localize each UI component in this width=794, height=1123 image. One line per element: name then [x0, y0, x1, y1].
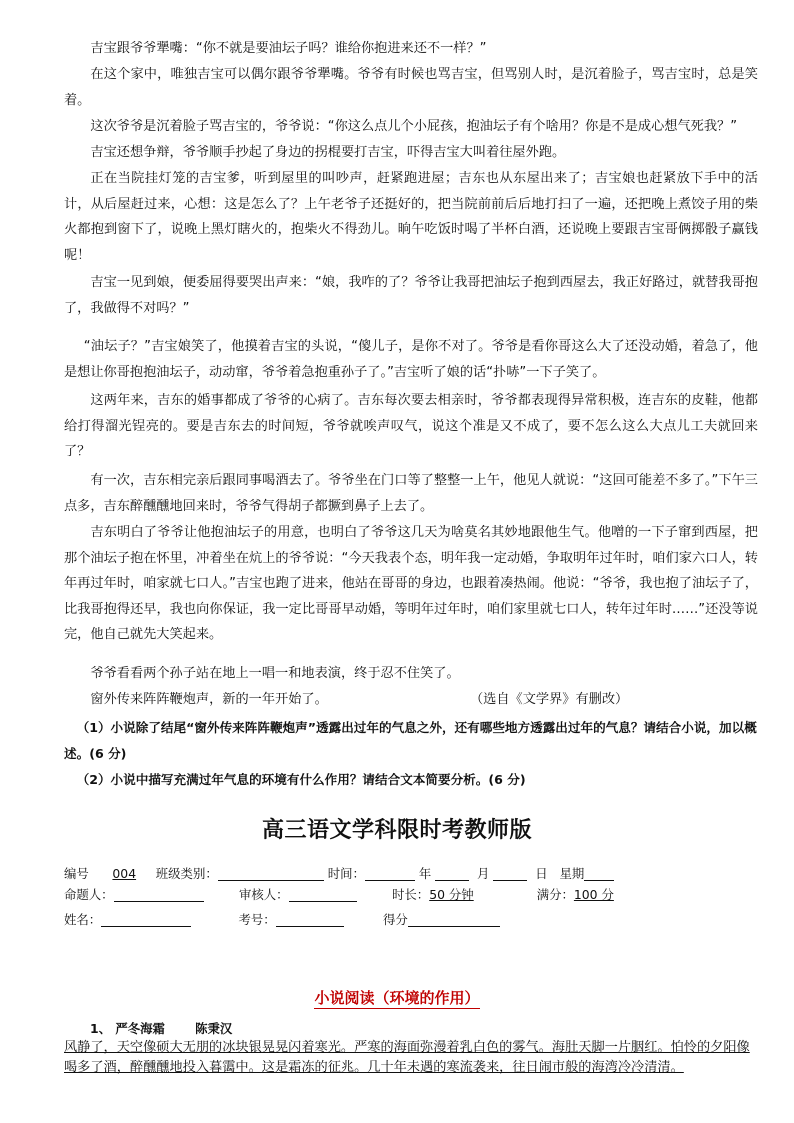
item-author: 陈秉汉 [195, 1021, 233, 1036]
number-label: 编号 [64, 866, 89, 881]
day-blank[interactable] [493, 865, 527, 881]
story-paragraph: 正在当院挂灯笼的吉宝爹，听到屋里的叫吵声，赶紧跑进屋；吉东也从东屋出来了；吉宝娘也赶紧放下手中的活计，从后屋赶过来，心想：这是怎么了？上午老爷子还挺好的，把当院前前后后地打扫了一遍，还把晚上煮饺子用的柴火都抱到窗下了，说晚上黑灯瞎火的，抱柴火不得劲儿。晌午吃饭时喝了半杯白酒，还说晚上要跟吉宝哥俩掷骰子赢钱呢！ [64, 171, 758, 263]
reviewer-label: 审核人： [239, 887, 289, 902]
author-blank[interactable] [114, 886, 204, 902]
score-value: 100 分 [573, 887, 614, 902]
story-paragraph: “油坛子？”吉宝娘笑了，他摸着吉宝的头说，“傻儿子，是你不对了。爷爷是看你哥这么大了还没动婚，着急了，他是想让你哥抱抱油坛子，动动窜，爷爷着急抱重孙子了。”吉宝听了娘的话“扑哧”一下子笑了。 [64, 339, 758, 380]
exam-info-row-3 [64, 910, 500, 930]
time-label: 时间： [327, 866, 365, 881]
story-paragraph: 在这个家中，唯独吉宝可以偶尔跟爷爷犟嘴。爷爷有时候也骂吉宝，但骂别人时，是沉着脸子，骂吉宝时，总是笑着。 [64, 67, 758, 108]
story-paragraph: 这两年来，吉东的婚事都成了爷爷的心病了。吉东每次要去相亲时，爷爷都表现得异常积极，连吉东的皮鞋，他都给打得溜光锃亮的。要是吉东去的时间短，爷爷就唉声叹气，说这个准是又不成了，要不怎么这么大点儿工夫就回来了？ [64, 393, 758, 459]
story-paragraph: 爷爷看看两个孙子站在地上一唱一和地表演，终于忍不住笑了。 [90, 666, 460, 681]
story-paragraph: 吉宝还想争辩，爷爷顺手抄起了身边的拐棍要打吉宝，吓得吉宝大叫着往屋外跑。 [90, 145, 566, 160]
month-blank[interactable] [435, 865, 469, 881]
name-blank[interactable] [101, 911, 191, 927]
weekday-label: 星期 [559, 866, 585, 881]
story-source: （选自《文学界》有删改） [470, 692, 629, 707]
exam-info-row-1 [64, 864, 614, 884]
story-paragraph: 吉东明白了爷爷让他抱油坛子的用意，也明白了爷爷这几天为啥莫名其妙地跟他生气。他噌的一下子窜到西屋，把那个油坛子抱在怀里，冲着坐在炕上的爷爷说：“今天我表个态，明年我一定动婚，争取明年过年时，咱们家六口人，转年再过年时，咱家就七口人。”吉宝也跑了进来，他站在哥哥的身边，也跟着凑热闹。他说：“爷爷，我也抱了油坛子了，比我哥抱得还早，我也向你保证，我一定比哥哥早动婚，等明年过年时，咱们家里就七口人，转年过年时……”还没等说完，他自己就先大笑起来。 [64, 525, 758, 642]
reading-item-heading [90, 1019, 232, 1039]
story-paragraph: 有一次，吉东相完亲后跟同事喝酒去了。爷爷坐在门口等了整整一上午，他见人就说：“这回可能差不多了。”下午三点多，吉东醉醺醺地回来时，爷爷气得胡子都撅到鼻子上去了。 [64, 473, 758, 514]
weekday-blank[interactable] [584, 865, 614, 881]
author-label: 命题人： [64, 887, 114, 902]
year-label: 年 [418, 866, 432, 881]
page-title: 高三语文学科限时考教师版 [261, 817, 532, 843]
duration-label: 时长： [392, 887, 430, 902]
points-label: 得分 [383, 912, 408, 927]
story-paragraph: 这次爷爷是沉着脸子骂吉宝的，爷爷说：“你这么点儿个小屁孩，抱油坛子有个啥用？你是不是成心想气死我？” [90, 119, 738, 134]
question-2: （2）小说中描写充满过年气息的环境有什么作用？请结合文本简要分析。(6 分) [76, 772, 526, 787]
reviewer-blank[interactable] [289, 886, 357, 902]
exam-no-blank[interactable] [276, 911, 344, 927]
class-label: 班级类别： [155, 866, 218, 881]
year-blank[interactable] [365, 865, 415, 881]
story-paragraph: 窗外传来阵阵鞭炮声，新的一年开始了。 [90, 692, 328, 707]
story-paragraph: 吉宝一见到娘，便委屈得要哭出声来：“娘，我咋的了？爷爷让我哥把油坛子抱到西屋去，我正好路过，就替我哥抱了，我做得不对吗？” [64, 275, 758, 316]
section-title [0, 987, 794, 1009]
item-title: 严冬海霜 [115, 1021, 165, 1036]
day-label: 日 [535, 866, 548, 881]
month-label: 月 [477, 866, 490, 881]
story-paragraph: 吉宝跟爷爷犟嘴：“你不就是要油坛子吗？谁给你抱进来还不一样？” [90, 41, 487, 56]
name-label: 姓名： [64, 912, 102, 927]
question-1: （1）小说除了结尾“窗外传来阵阵鞭炮声”透露出过年的气息之外，还有哪些地方透露出过年的气息？请结合小说，加以概述。(6 分) [64, 720, 757, 761]
score-label: 满分： [536, 887, 574, 902]
duration-value: 50 分钟 [429, 887, 474, 902]
class-blank[interactable] [218, 865, 324, 881]
points-blank[interactable] [408, 911, 500, 927]
exam-info-row-2 [64, 885, 614, 905]
number-value: 004 [112, 866, 137, 881]
item-number: 1、 [90, 1021, 112, 1036]
excerpt-text: 风静了，天空像硕大无朋的冰块银晃晃闪着寒光。严寒的海面弥漫着乳白色的雾气。海肚天脚一片胭红。怕怜的夕阳像喝多了酒，醉醺醺地投入暮霭中。这是霜冻的征兆。几十年未遇的寒流袭来，往日闹市般的海湾冷冷清清。 [64, 1040, 750, 1075]
exam-no-label: 考号： [238, 912, 276, 927]
section-title-text: 小说阅读（环境的作用） [314, 989, 480, 1007]
